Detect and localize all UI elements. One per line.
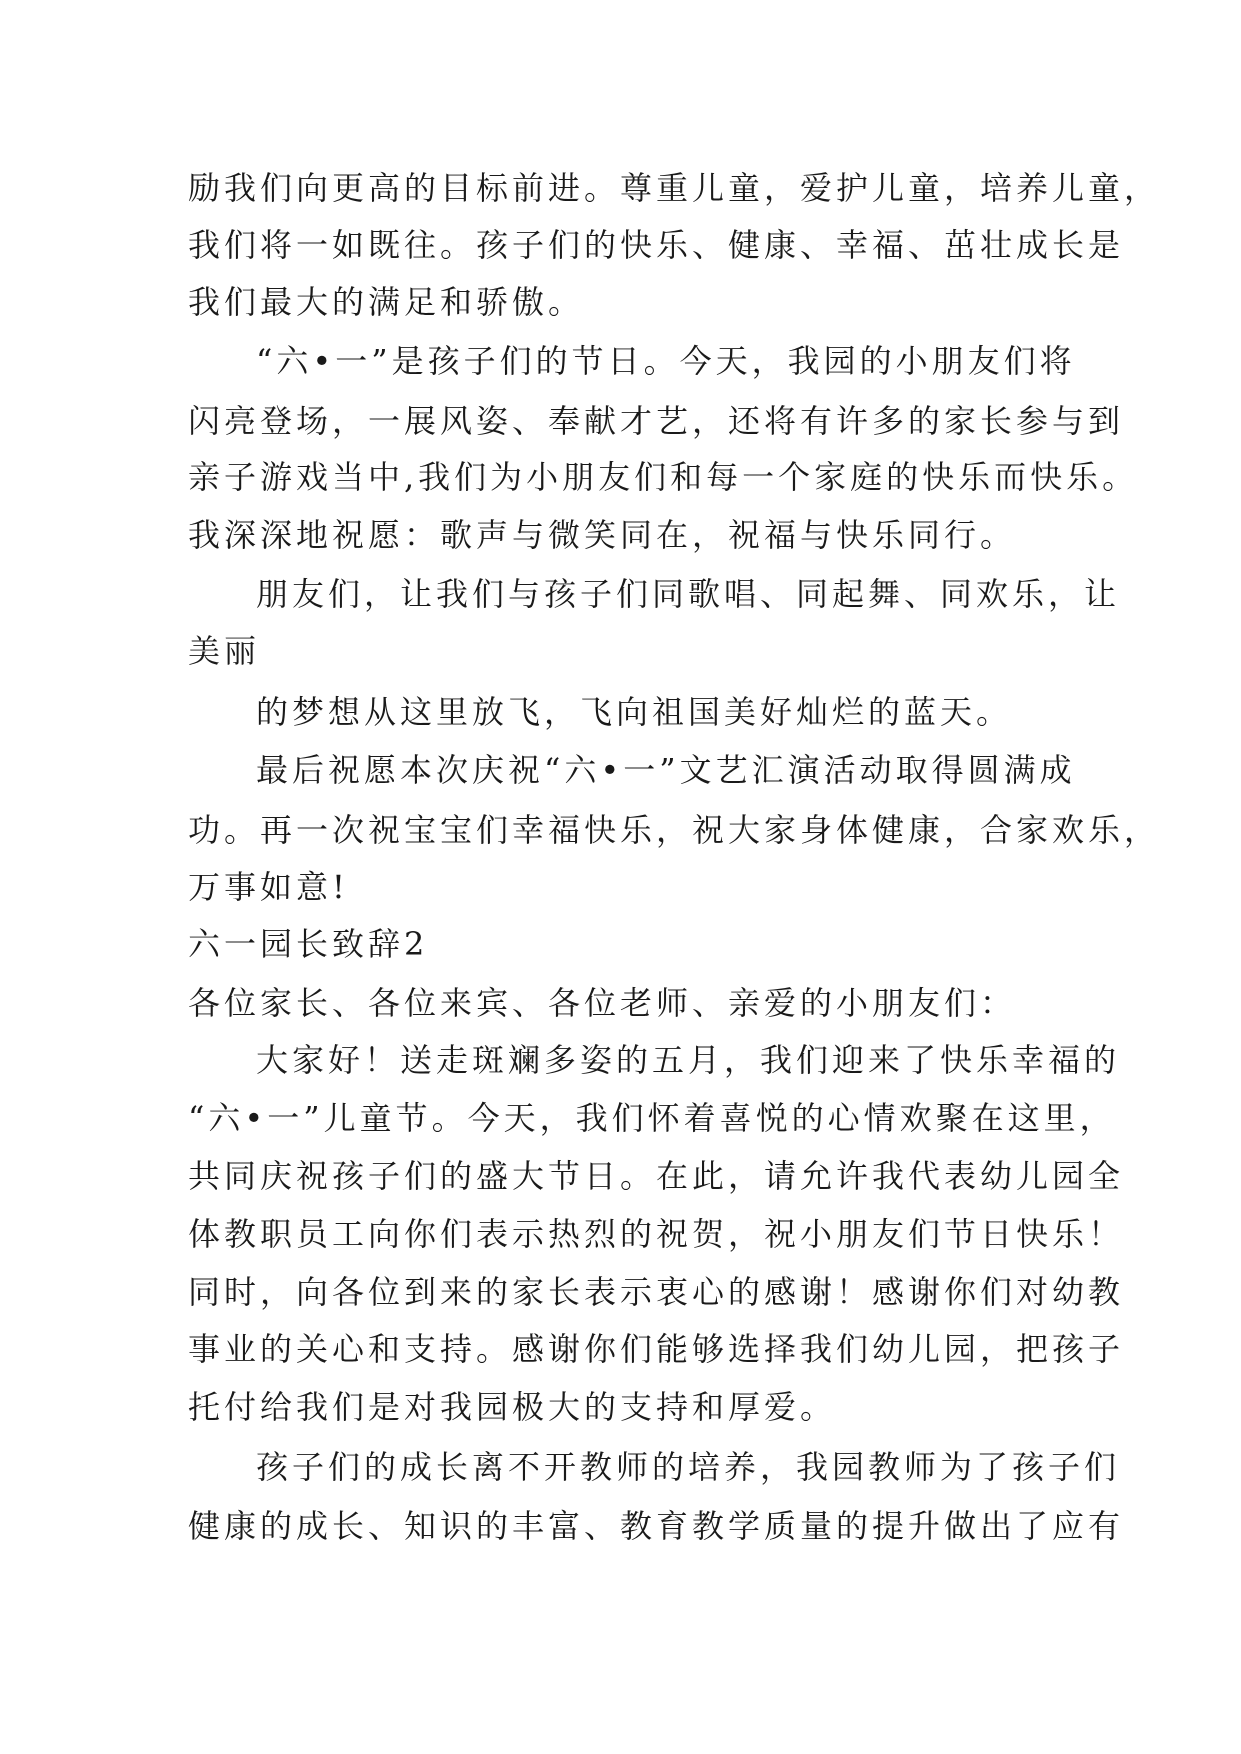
text-line: 的梦想从这里放飞，飞向祖国美好灿烂的蓝天。 [256,693,1013,731]
paragraph-first-line: 朋友们，让我们与孩子们同歌唱、同起舞、同欢乐，让 [256,575,1121,613]
text-line: 亲子游戏当中,我们为小朋友们和每一个家庭的快乐而快乐。 [188,458,1139,496]
text-line: 事业的关心和支持。感谢你们能够选择我们幼儿园，把孩子 [188,1330,1125,1368]
text-line: 托付给我们是对我园极大的支持和厚爱。 [188,1388,837,1426]
text-line: 共同庆祝孩子们的盛大节日。在此，请允许我代表幼儿园全 [188,1157,1125,1195]
section-heading: 六一园长致辞2 [188,925,429,963]
text-line: 功。再一次祝宝宝们幸福快乐，祝大家身体健康，合家欢乐， [188,811,1161,849]
text-line: 同时，向各位到来的家长表示衷心的感谢！感谢你们对幼教 [188,1273,1125,1311]
text-line: 励我们向更高的目标前进。尊重儿童，爱护儿童，培养儿童， [188,169,1161,207]
text-line: 闪亮登场，一展风姿、奉献才艺，还将有许多的家长参与到 [188,402,1125,440]
salutation: 各位家长、各位来宾、各位老师、亲爱的小朋友们： [188,984,1017,1022]
text-line: 我深深地祝愿：歌声与微笑同在，祝福与快乐同行。 [188,516,1017,554]
text-line: 万事如意! [188,868,349,906]
text-line: 我们将一如既往。孩子们的快乐、健康、幸福、茁壮成长是 [188,226,1125,264]
paragraph-first-line: 大家好！送走斑斓多姿的五月，我们迎来了快乐幸福的 [256,1041,1121,1079]
paragraph-first-line: 最后祝愿本次庆祝“六•一”文艺汇演活动取得圆满成 [256,751,1076,789]
paragraph-first-line: “六•一”是孩子们的节日。今天，我园的小朋友们将 [256,342,1076,380]
text-line: 美丽 [188,632,261,670]
text-line: 我们最大的满足和骄傲。 [188,283,585,321]
text-line: 健康的成长、知识的丰富、教育教学质量的提升做出了应有 [188,1507,1125,1545]
paragraph-first-line: 孩子们的成长离不开教师的培养，我园教师为了孩子们 [256,1448,1121,1486]
text-line: “六•一”儿童节。今天，我们怀着喜悦的心情欢聚在这里， [188,1099,1116,1137]
text-line: 体教职员工向你们表示热烈的祝贺，祝小朋友们节日快乐！ [188,1215,1125,1253]
